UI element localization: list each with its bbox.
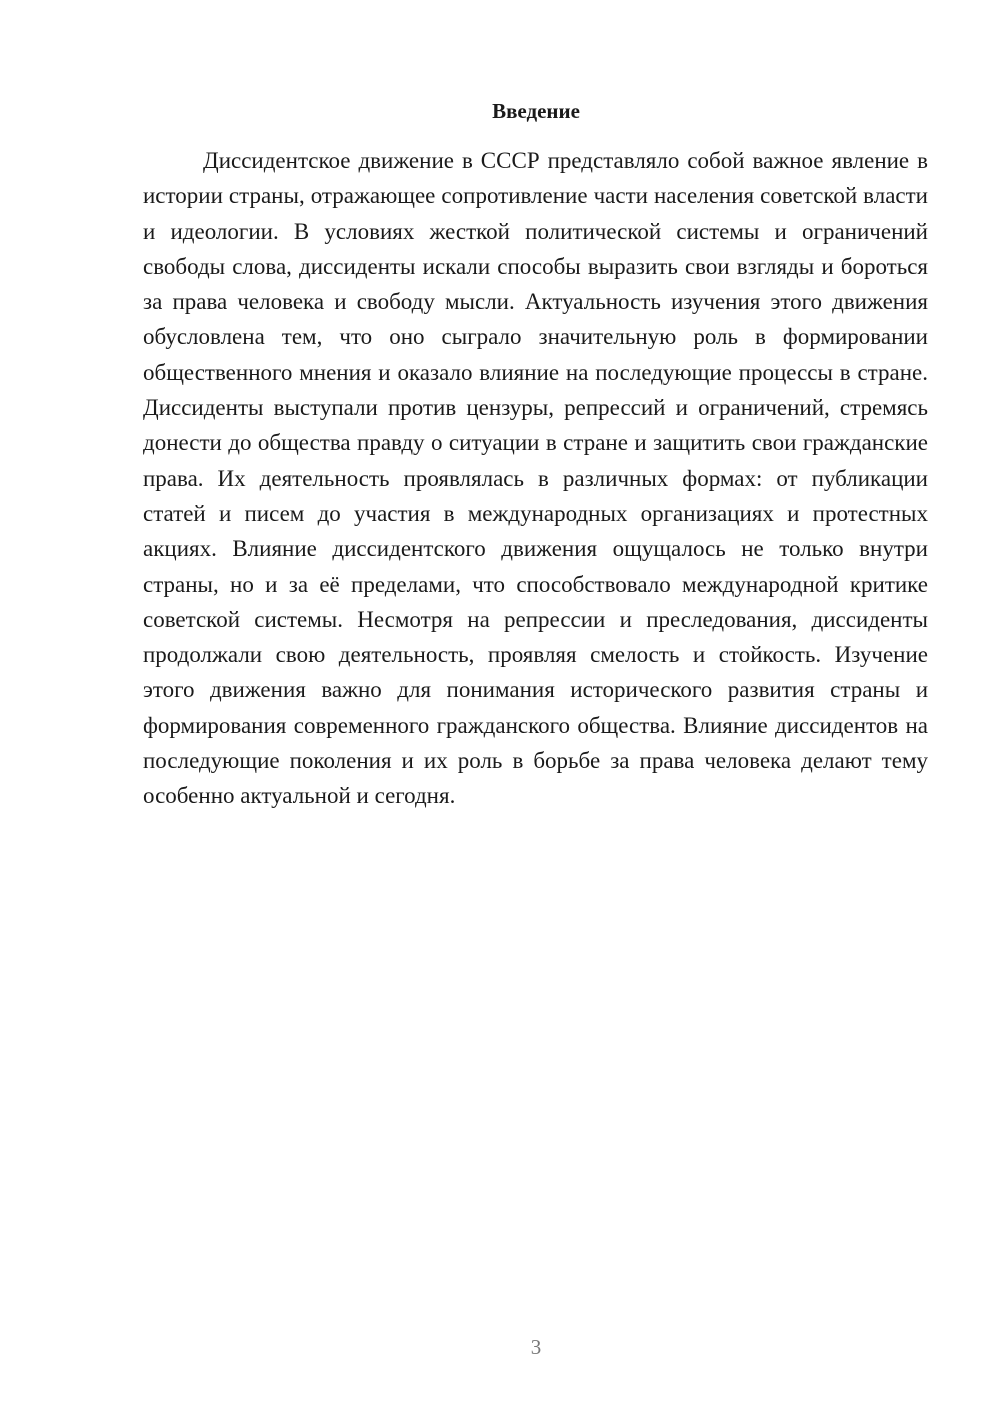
section-title: Введение [492,99,580,123]
page-number: 3 [530,1335,542,1359]
body-paragraph: Диссидентское движение в СССР представляло собой важное явление в истории страны, отражающее сопротивление части населения советской власти и идеологии. В условиях жесткой политической системы и ограничений свободы слова, диссиденты искали способы выразить свои взгляды и бороться за права человека и свободу мысли. Актуальность изучения этого движения обусловлена тем, что оно сыграло значительную роль в формировании общественного мнения и оказало влияние на последующие процессы в стране. Диссиденты выступали против цензуры, репрессий и ограничений, стремясь донести до общества правду о ситуации в стране и защитить свои гражданские права. Их деятельность проявлялась в различных формах: от публикации статей и писем до участия в международных организациях и протестных акциях. Влияние диссидентского движения ощущалось не только внутри страны, но и за её пределами, что способствовало международной критике советской системы. Несмотря на репрессии и преследования, диссиденты продолжали свою деятельность, проявляя смелость и стойкость. Изучение этого движения важно для понимания исторического развития страны и формирования современного гражданского общества. Влияние диссидентов на последующие поколения и их роль в борьбе за права человека делают тему особенно актуальной и сегодня. [143,148,928,809]
